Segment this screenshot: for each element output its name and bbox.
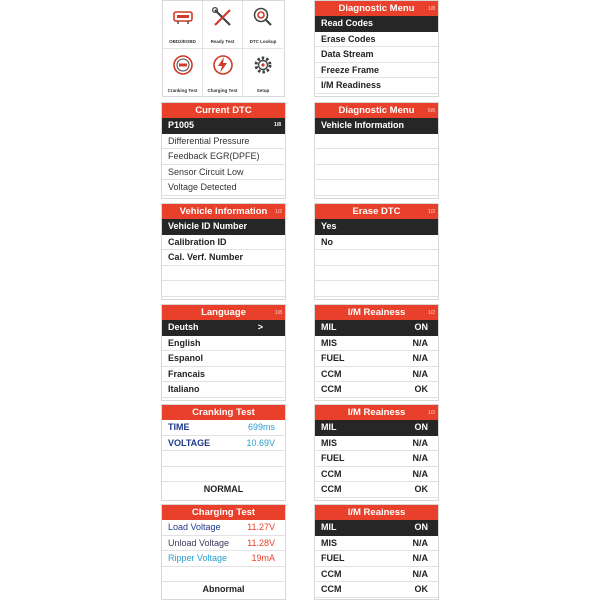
- tile-ready-test[interactable]: [203, 1, 243, 49]
- chevron-right-icon: >: [257, 322, 263, 332]
- monitor-name: FUEL: [321, 553, 345, 563]
- screen-header: [315, 405, 438, 420]
- ripper-voltage-row: [162, 551, 285, 567]
- menu-item-erase-codes[interactable]: Erase Codes: [315, 32, 438, 48]
- page-indicator: 1/2: [428, 310, 435, 316]
- monitor-name: MIS: [321, 437, 338, 448]
- readiness-row[interactable]: [315, 320, 438, 336]
- readiness-row[interactable]: [315, 382, 438, 398]
- im-readiness-screen-2: [314, 404, 439, 501]
- menu-item-calibration-id[interactable]: Calibration ID: [162, 235, 285, 251]
- readiness-row[interactable]: [315, 551, 438, 567]
- diagnostic-menu-screen: [314, 0, 439, 97]
- page-indicator: 1/8: [275, 310, 282, 316]
- monitor-name: MIS: [321, 537, 338, 548]
- tile-cranking-test[interactable]: [163, 49, 203, 97]
- screen-title: Charging Test: [191, 507, 256, 518]
- monitor-name: CCM: [321, 584, 342, 594]
- monitor-name: MIS: [321, 337, 338, 348]
- car-obd-icon: [171, 6, 195, 28]
- screen-header: [162, 505, 285, 520]
- screen-title: I/M Reainess: [347, 407, 406, 418]
- current-dtc-screen: [161, 102, 286, 199]
- monitor-name: CCM: [321, 568, 342, 579]
- menu-item-read-codes[interactable]: Read Codes: [315, 16, 438, 32]
- menu-item-data-stream[interactable]: Data Stream: [315, 47, 438, 63]
- ripper-voltage-value: 19mA: [251, 553, 275, 563]
- option-yes[interactable]: Yes: [315, 219, 438, 235]
- charging-test-screen: [161, 504, 286, 600]
- time-value: 699ms: [247, 422, 275, 432]
- tile-charging-test[interactable]: [203, 49, 243, 97]
- monitor-name: MIL: [321, 522, 337, 532]
- tile-label: OBD2/EOBD: [169, 39, 196, 44]
- language-item-italiano[interactable]: Italiano: [162, 382, 285, 398]
- readiness-row[interactable]: [315, 582, 438, 598]
- voltage-value: 10.69V: [246, 437, 275, 448]
- screen-header: [162, 305, 285, 320]
- monitor-name: MIL: [321, 322, 337, 332]
- test-status: NORMAL: [203, 484, 244, 494]
- monitor-name: MIL: [321, 422, 337, 432]
- menu-item-im-readiness[interactable]: I/M Readiness: [315, 78, 438, 94]
- tile-label: Setup: [256, 88, 270, 93]
- monitor-status: OK: [414, 484, 428, 494]
- language-item-english[interactable]: English: [162, 336, 285, 352]
- monitor-name: CCM: [321, 468, 342, 479]
- readiness-row[interactable]: [315, 467, 438, 483]
- unload-voltage-row: [162, 536, 285, 552]
- screen-header: [162, 103, 285, 118]
- monitor-status: N/A: [412, 453, 428, 463]
- dtc-code-row[interactable]: [162, 118, 285, 134]
- tile-label: Cranking Test: [167, 88, 198, 93]
- monitor-status: OK: [414, 384, 428, 394]
- page-indicator: 6/6: [428, 108, 435, 114]
- monitor-status: N/A: [412, 568, 428, 579]
- dtc-description-line: Differential Pressure: [162, 134, 285, 150]
- tile-label: Ready Test: [210, 39, 235, 44]
- im-readiness-screen: [314, 304, 439, 401]
- menu-item-freeze-frame[interactable]: Freeze Frame: [315, 63, 438, 79]
- readiness-row[interactable]: [315, 367, 438, 383]
- page-indicator: 1/2: [275, 209, 282, 215]
- erase-dtc-screen: [314, 203, 439, 300]
- readiness-row[interactable]: [315, 420, 438, 436]
- readiness-row[interactable]: [315, 451, 438, 467]
- screen-header: [162, 204, 285, 219]
- readiness-row[interactable]: [315, 520, 438, 536]
- monitor-name: FUEL: [321, 453, 345, 463]
- load-voltage-value: 11.27V: [247, 522, 275, 532]
- lightning-icon: [211, 54, 235, 76]
- screen-header: [315, 204, 438, 219]
- page-indicator: 1/8: [274, 122, 281, 128]
- screen-header: [315, 305, 438, 320]
- time-label: TIME: [168, 422, 190, 432]
- language-screen: [161, 304, 286, 401]
- im-readiness-screen-3: [314, 504, 439, 600]
- load-voltage-row: [162, 520, 285, 536]
- diagnostic-menu-screen-2: [314, 102, 439, 199]
- readiness-row[interactable]: [315, 436, 438, 452]
- start-button-icon: [171, 54, 195, 76]
- menu-item-vehicle-id-number[interactable]: Vehicle ID Number: [162, 219, 285, 235]
- monitor-status: N/A: [412, 353, 428, 363]
- screen-header: [315, 103, 438, 118]
- language-item-deutsh[interactable]: [162, 320, 285, 336]
- test-status: Abnormal: [202, 584, 245, 594]
- menu-item-cal-verf-number[interactable]: Cal. Verf. Number: [162, 250, 285, 266]
- main-menu-grid: [162, 0, 285, 97]
- screen-title: I/M Reainess: [347, 507, 406, 518]
- tile-label: DTC Lookup: [249, 39, 277, 44]
- language-item-espanol[interactable]: Espanol: [162, 351, 285, 367]
- monitor-status: ON: [414, 522, 428, 532]
- vehicle-information-screen: [161, 203, 286, 300]
- readiness-row[interactable]: [315, 536, 438, 552]
- readiness-row[interactable]: [315, 336, 438, 352]
- tile-setup[interactable]: [243, 49, 283, 97]
- screen-title: Current DTC: [195, 105, 252, 116]
- tile-obd2[interactable]: [163, 1, 203, 49]
- screen-header: [315, 505, 438, 520]
- screen-title: Erase DTC: [352, 206, 401, 217]
- monitor-status: N/A: [412, 337, 428, 348]
- monitor-name: CCM: [321, 384, 342, 394]
- screen-title: Cranking Test: [192, 407, 255, 418]
- dtc-description-line: Sensor Circuit Low: [162, 165, 285, 181]
- screen-header: [315, 1, 438, 16]
- dtc-code: P1005: [168, 120, 195, 130]
- monitor-name: CCM: [321, 484, 342, 494]
- readiness-row[interactable]: [315, 567, 438, 583]
- language-label: Deutsh: [168, 322, 199, 332]
- option-no[interactable]: No: [315, 235, 438, 251]
- tile-label: Charging Test: [207, 88, 238, 93]
- page-indicator: 1/2: [428, 410, 435, 416]
- monitor-status: N/A: [412, 537, 428, 548]
- page-indicator: 1/2: [428, 209, 435, 215]
- gear-icon: [251, 54, 275, 76]
- tools-icon: [211, 6, 235, 28]
- screen-title: Vehicle Information: [179, 206, 268, 217]
- monitor-name: CCM: [321, 368, 342, 379]
- language-item-francais[interactable]: Francais: [162, 367, 285, 383]
- menu-item-vehicle-information[interactable]: Vehicle Information: [315, 118, 438, 134]
- screen-title: I/M Reainess: [347, 307, 406, 318]
- load-voltage-label: Load Voltage: [168, 522, 221, 532]
- dtc-description-line: Voltage Detected: [162, 180, 285, 196]
- screen-title: Diagnostic Menu: [338, 105, 415, 116]
- monitor-status: OK: [414, 584, 428, 594]
- screen-header: [162, 405, 285, 420]
- unload-voltage-label: Unload Voltage: [168, 537, 230, 548]
- monitor-status: N/A: [412, 553, 428, 563]
- cranking-test-screen: [161, 404, 286, 501]
- screen-title: Diagnostic Menu: [338, 3, 415, 14]
- page-indicator: 1/8: [428, 6, 435, 12]
- tile-dtc-lookup[interactable]: [243, 1, 283, 49]
- unload-voltage-value: 11.28V: [247, 537, 275, 548]
- monitor-status: N/A: [412, 468, 428, 479]
- magnifier-icon: [251, 6, 275, 28]
- monitor-status: ON: [414, 422, 428, 432]
- voltage-label: VOLTAGE: [168, 437, 211, 448]
- monitor-name: FUEL: [321, 353, 345, 363]
- monitor-status: N/A: [412, 368, 428, 379]
- readiness-row[interactable]: [315, 351, 438, 367]
- monitor-status: N/A: [412, 437, 428, 448]
- readiness-row[interactable]: [315, 482, 438, 498]
- time-row: [162, 420, 285, 436]
- screen-title: Language: [201, 307, 246, 318]
- monitor-status: ON: [414, 322, 428, 332]
- dtc-description-line: Feedback EGR(DPFE): [162, 149, 285, 165]
- ripper-voltage-label: Ripper Voltage: [168, 553, 228, 563]
- voltage-row: [162, 436, 285, 452]
